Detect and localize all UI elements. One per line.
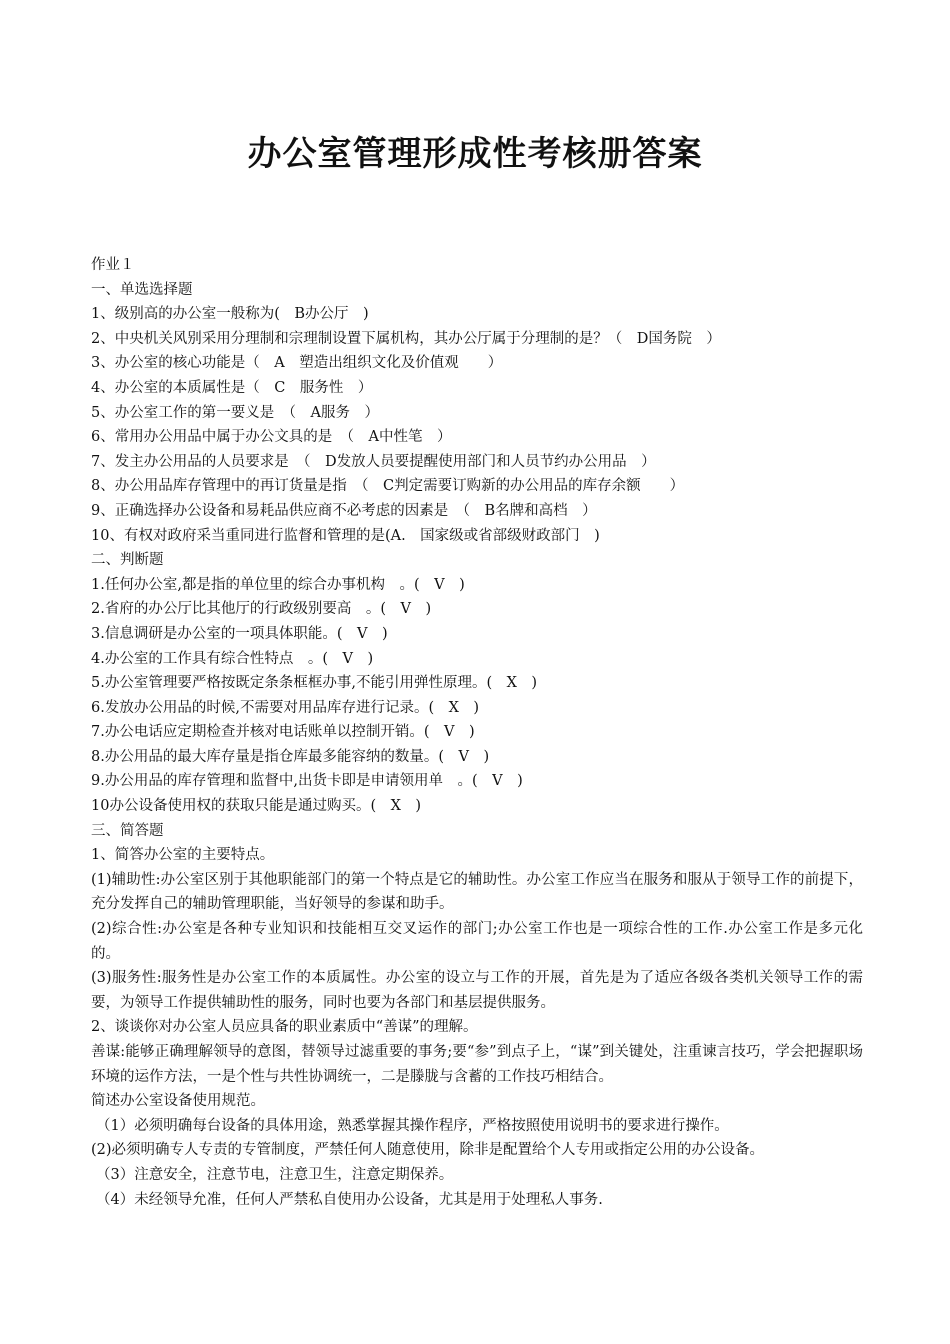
text-line: （1）必须明确每台设备的具体用途，熟悉掌握其操作程序，严格按照使用说明书的要求进行操作。 xyxy=(96,1117,729,1134)
document-body xyxy=(91,253,863,1212)
text-line: (2)必须明确专人专责的专管制度，严禁任何人随意使用，除非是配置给个人专用或指定公用的办公设备。 xyxy=(91,1142,765,1159)
text-line: 4.办公室的工作具有综合性特点 。( V ) xyxy=(91,650,374,667)
text-line: 二、判断题 xyxy=(91,552,164,569)
text-line: 作业１ xyxy=(91,257,135,273)
text-line: 10办公设备使用权的获取只能是通过购买。( X ) xyxy=(91,798,422,815)
text-line: 10、有权对政府采当重同进行监督和管理的是(A. 国家级或省部级财政部门 ) xyxy=(91,527,600,544)
text-line: 5.办公室管理要严格按既定条条框框办事,不能引用弹性原理。( X ) xyxy=(91,675,538,692)
text-line: 6.发放办公用品的时候,不需要对用品库存进行记录。( X ) xyxy=(91,699,480,716)
text-line: 一、单选选择题 xyxy=(91,281,193,298)
text-line: 1、级别高的办公室一般称为( B办公厅 ) xyxy=(91,306,369,323)
text-line: 简述办公室设备使用规范。 xyxy=(91,1093,265,1110)
document-title: 办公室管理形成性考核册答案 xyxy=(247,134,703,174)
text-line: 三、简答题 xyxy=(91,822,164,839)
text-line: 7.办公电话应定期检查并核对电话账单以控制开销。( V ) xyxy=(91,724,475,741)
paragraph: (3)服务性:服务性是办公室工作的本质属性。办公室的设立与工作的开展，首先是为了适应各级各类机关领导工作的需要，为领导工作提供辅助性的服务，同时也要为各部门和基层提供服务。 xyxy=(91,970,863,1011)
text-line: 2、谈谈你对办公室人员应具备的职业素质中“善谋”的理解。 xyxy=(91,1019,478,1036)
text-line: 5、办公室工作的第一要义是 （ A服务 ） xyxy=(91,404,379,421)
text-line: （4）未经领导允准，任何人严禁私自使用办公设备，尤其是用于处理私人事务. xyxy=(96,1191,603,1208)
paragraph: (2)综合性:办公室是各种专业知识和技能相互交叉运作的部门;办公室工作也是一项综合性的工作.办公室工作是多元化的。 xyxy=(91,921,863,962)
text-line: 1、简答办公室的主要特点。 xyxy=(91,847,275,864)
text-line: 8、办公用品库存管理中的再订货量是指 （ C判定需要订购新的办公用品的库存余额 ） xyxy=(91,478,685,495)
text-line: 9.办公用品的库存管理和监督中,出货卡即是申请领用单 。( V ) xyxy=(91,773,523,790)
paragraph: 善谋:能够正确理解领导的意图，替领导过滤重要的事务;要“参”到点子上，“谋”到关键处，注重谏言技巧，学会把握职场环境的运作方法，一是个性与共性协调统一，二是滕胧与含蓄的工作技巧相结合。 xyxy=(91,1044,863,1085)
text-line: 2.省府的办公厅比其他厅的行政级别要高 。( V ) xyxy=(91,601,432,618)
text-line: 9、正确选择办公设备和易耗品供应商不必考虑的因素是 （ B名牌和高档 ） xyxy=(91,502,597,519)
paragraph: (1)辅助性:办公室区别于其他职能部门的第一个特点是它的辅助性。办公室工作应当在服务和服从于领导工作的前提下，充分发挥自己的辅助管理职能，当好领导的参谋和助手。 xyxy=(91,871,863,913)
text-line: 7、发主办公用品的人员要求是 （ D发放人员要提醒使用部门和人员节约办公用品 ） xyxy=(91,453,656,470)
text-line: 3、办公室的核心功能是（ A 塑造出组织文化及价值观 ） xyxy=(91,355,503,372)
text-line: 2、中央机关风别采用分理制和宗理制设置下属机构，其办公厅属于分理制的是？（ D国务院 ） xyxy=(91,330,721,347)
text-line: 3.信息调研是办公室的一项具体职能。( V ) xyxy=(91,625,388,642)
text-line: （3）注意安全，注意节电，注意卫生，注意定期保养。 xyxy=(96,1166,454,1183)
text-line: 6、常用办公用品中属于办公文具的是 （ A中性笔 ） xyxy=(91,429,452,446)
text-line: 4、办公室的本质属性是（ C 服务性 ） xyxy=(91,379,373,396)
text-line: 1.任何办公室,都是指的单位里的综合办事机构 。( V ) xyxy=(91,576,465,593)
text-line: 8.办公用品的最大库存量是指仓库最多能容纳的数量。( V ) xyxy=(91,748,490,765)
